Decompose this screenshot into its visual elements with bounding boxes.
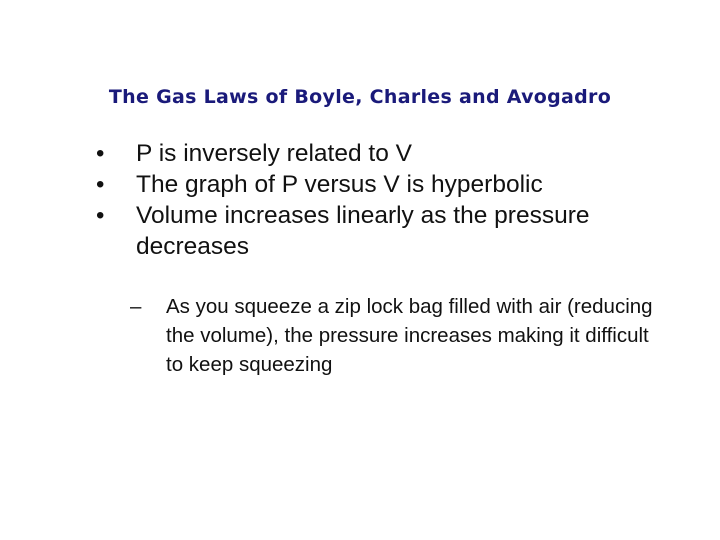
slide-title: The Gas Laws of Boyle, Charles and Avogadro [108,86,612,108]
bullet-marker: • [96,202,105,229]
bullet-item [92,200,682,262]
bullet-text: Volume increases linearly as the pressure decreases [136,202,590,260]
sub-bullet-text: As you squeeze a zip lock bag filled with air (reducing the volume), the pressure increases making it difficult to keep squeezing [166,295,653,376]
sub-bullet-list [128,292,668,379]
bullet-marker: • [96,140,105,167]
bullet-item [92,169,682,200]
sub-bullet-item [128,292,668,379]
bullet-marker: • [96,171,105,198]
bullet-item [92,138,682,169]
bullet-text: The graph of P versus V is hyperbolic [136,171,543,198]
bullet-text: P is inversely related to V [136,140,412,167]
sub-bullet-marker: – [130,295,142,318]
bullet-list [92,138,682,262]
